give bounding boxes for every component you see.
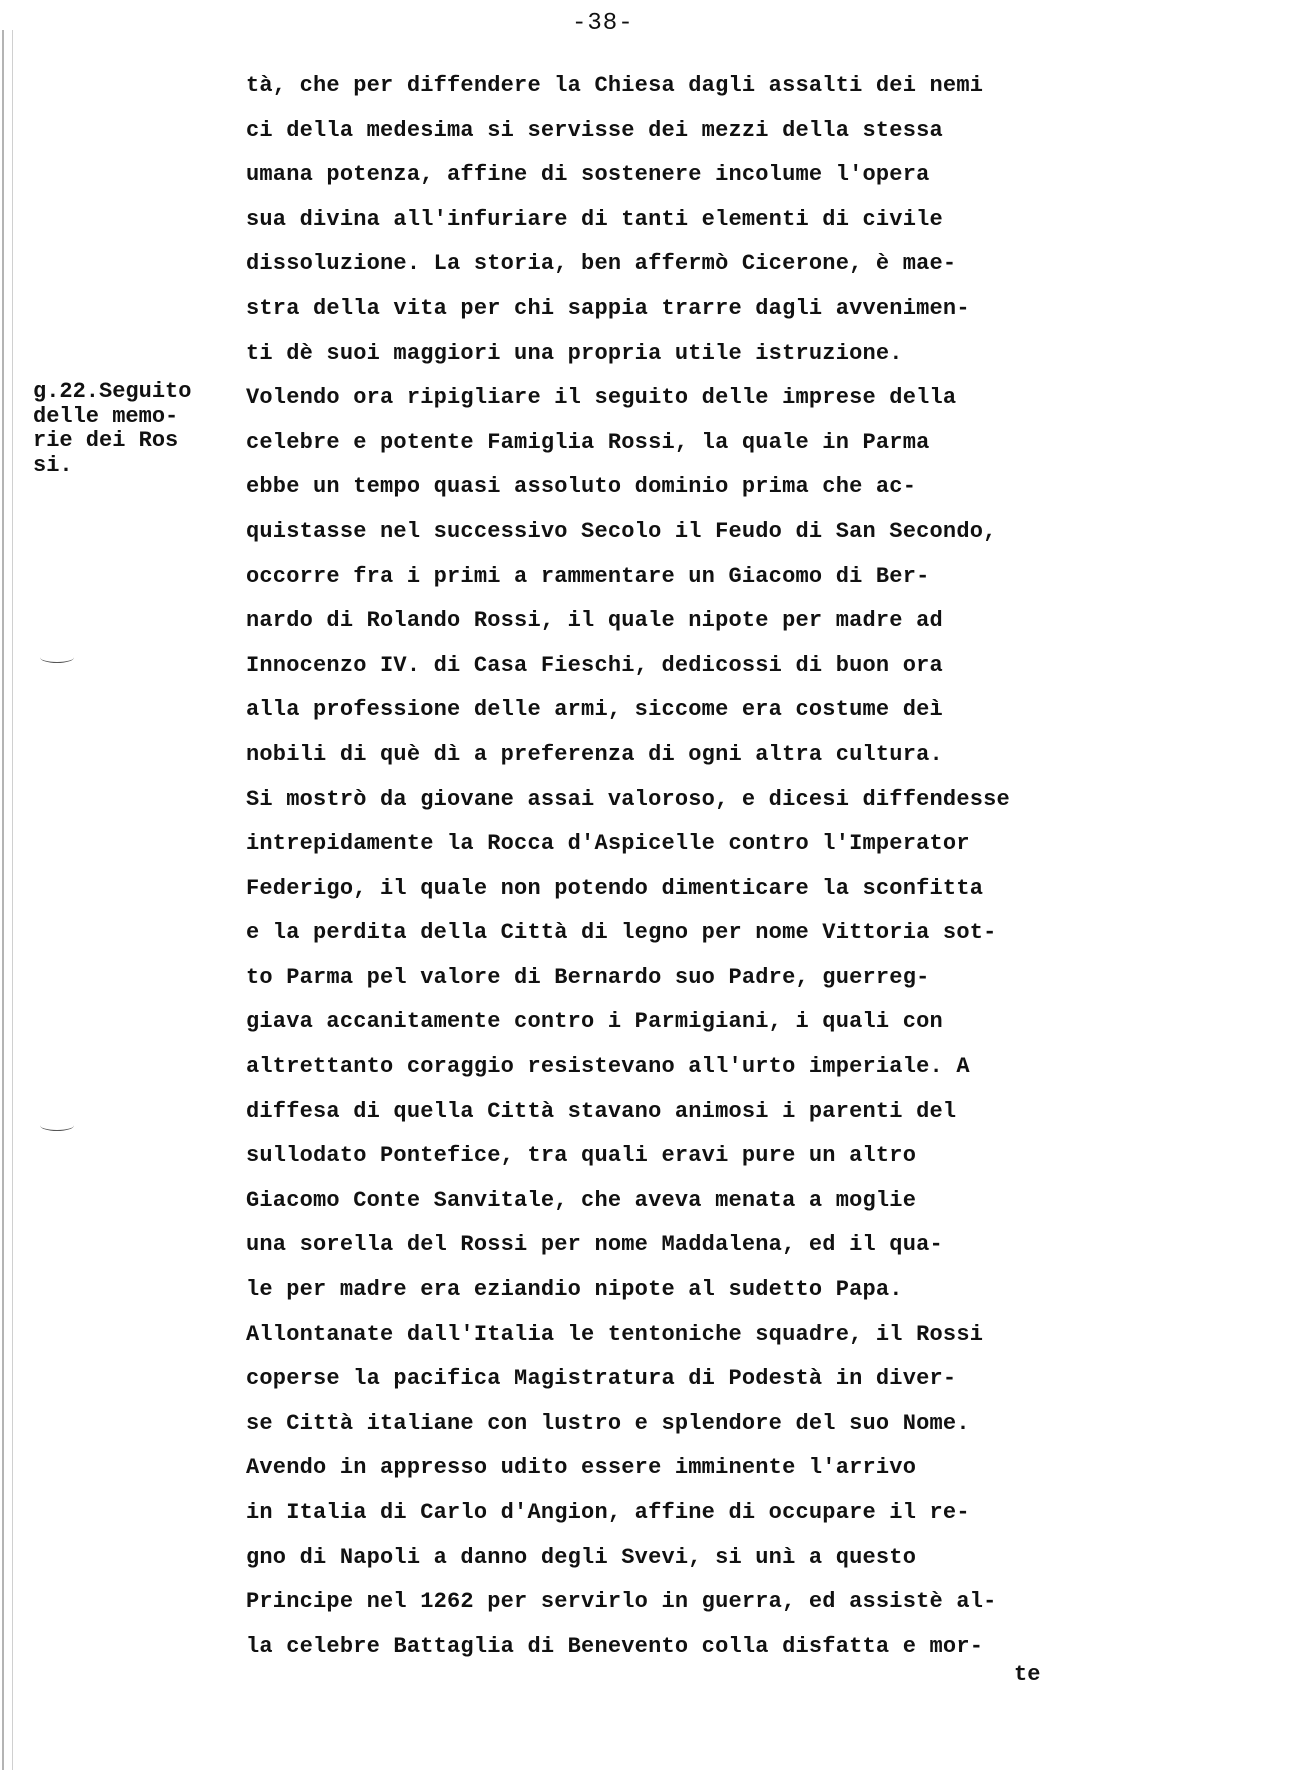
body-line: nardo di Rolando Rossi, il quale nipote per madre ad: [246, 608, 943, 634]
body-line: umana potenza, affine di sostenere incolume l'opera: [246, 162, 930, 188]
body-line: altrettanto coraggio resistevano all'urto imperiale. A: [246, 1054, 970, 1080]
body-line: stra della vita per chi sappia trarre dagli avvenimen-: [246, 295, 970, 321]
body-line: se Città italiane con lustro e splendore del suo Nome.: [246, 1410, 970, 1436]
body-line: Allontanate dall'Italia le tentoniche squadre, il Rossi: [246, 1321, 984, 1347]
margin-note-line: rie dei Ros: [33, 428, 179, 453]
body-line: to Parma pel valore di Bernardo suo Padre, guerreg-: [246, 964, 930, 990]
body-line: quistasse nel successivo Secolo il Feudo di San Secondo,: [246, 518, 997, 544]
body-line: Si mostrò da giovane assai valoroso, e dicesi diffendesse: [246, 786, 1010, 812]
body-line: celebre e potente Famiglia Rossi, la quale in Parma: [246, 429, 930, 455]
margin-note-line: g.22.Seguito: [33, 379, 192, 404]
body-line: le per madre era eziandio nipote al sudetto Papa.: [246, 1277, 903, 1303]
body-line: la celebre Battaglia di Benevento colla disfatta e mor-: [246, 1633, 984, 1659]
body-line: in Italia di Carlo d'Angion, affine di occupare il re-: [246, 1500, 970, 1525]
margin-note-line: delle memo-: [33, 403, 179, 429]
body-line: Innocenzo IV. di Casa Fieschi, dedicossi di buon ora: [246, 652, 943, 678]
body-line: Principe nel 1262 per servirlo in guerra, ed assistè al-: [246, 1589, 997, 1615]
body-line: Volendo ora ripigliare il seguito delle imprese della: [246, 385, 957, 411]
body-line: giava accanitamente contro i Parmigiani, i quali con: [246, 1009, 943, 1035]
margin-note: [33, 380, 191, 478]
body-line: ci della medesima si servisse dei mezzi della stessa: [246, 117, 943, 143]
binding-edge: [2, 30, 13, 1770]
body-line: dissoluzione. La storia, ben affermò Cicerone, è mae-: [246, 251, 957, 277]
body-line: gno di Napoli a danno degli Svevi, si unì a questo: [246, 1544, 917, 1570]
margin-note-line: si.: [33, 452, 73, 478]
body-line: coperse la pacifica Magistratura di Podestà in diver-: [246, 1366, 957, 1392]
body-line: ti dè suoi maggiori una propria utile istruzione.: [246, 340, 903, 366]
body-line: nobili di què dì a preferenza di ogni altra cultura.: [246, 741, 943, 767]
body-line: sua divina all'infuriare di tanti elementi di civile: [246, 206, 943, 232]
body-line: e la perdita della Città di legno per nome Vittoria sot-: [246, 920, 997, 946]
body-line: Giacomo Conte Sanvitale, che aveva menata a moglie: [246, 1187, 917, 1213]
body-line: una sorella del Rossi per nome Maddalena, ed il qua-: [246, 1232, 943, 1258]
body-line: occorre fra i primi a rammentare un Giacomo di Ber-: [246, 563, 930, 589]
catchword: te: [1014, 1662, 1041, 1687]
margin-mark: [40, 652, 74, 663]
body-line: sullodato Pontefice, tra quali eravi pure un altro: [246, 1143, 917, 1169]
body-text: [246, 64, 1296, 1669]
body-line: ebbe un tempo quasi assoluto dominio prima che ac-: [246, 474, 917, 500]
body-line: tà, che per diffendere la Chiesa dagli assalti dei nemi: [246, 73, 984, 98]
body-line: Avendo in appresso udito essere imminente l'arrivo: [246, 1455, 917, 1481]
margin-mark: [40, 1120, 74, 1131]
page-number: -38-: [572, 10, 634, 37]
body-line: diffesa di quella Città stavano animosi i parenti del: [246, 1098, 957, 1124]
body-line: alla professione delle armi, siccome era costume deì: [246, 697, 943, 723]
body-line: Federigo, il quale non potendo dimenticare la sconfitta: [246, 875, 984, 901]
body-line: intrepidamente la Rocca d'Aspicelle contro l'Imperator: [246, 831, 970, 857]
